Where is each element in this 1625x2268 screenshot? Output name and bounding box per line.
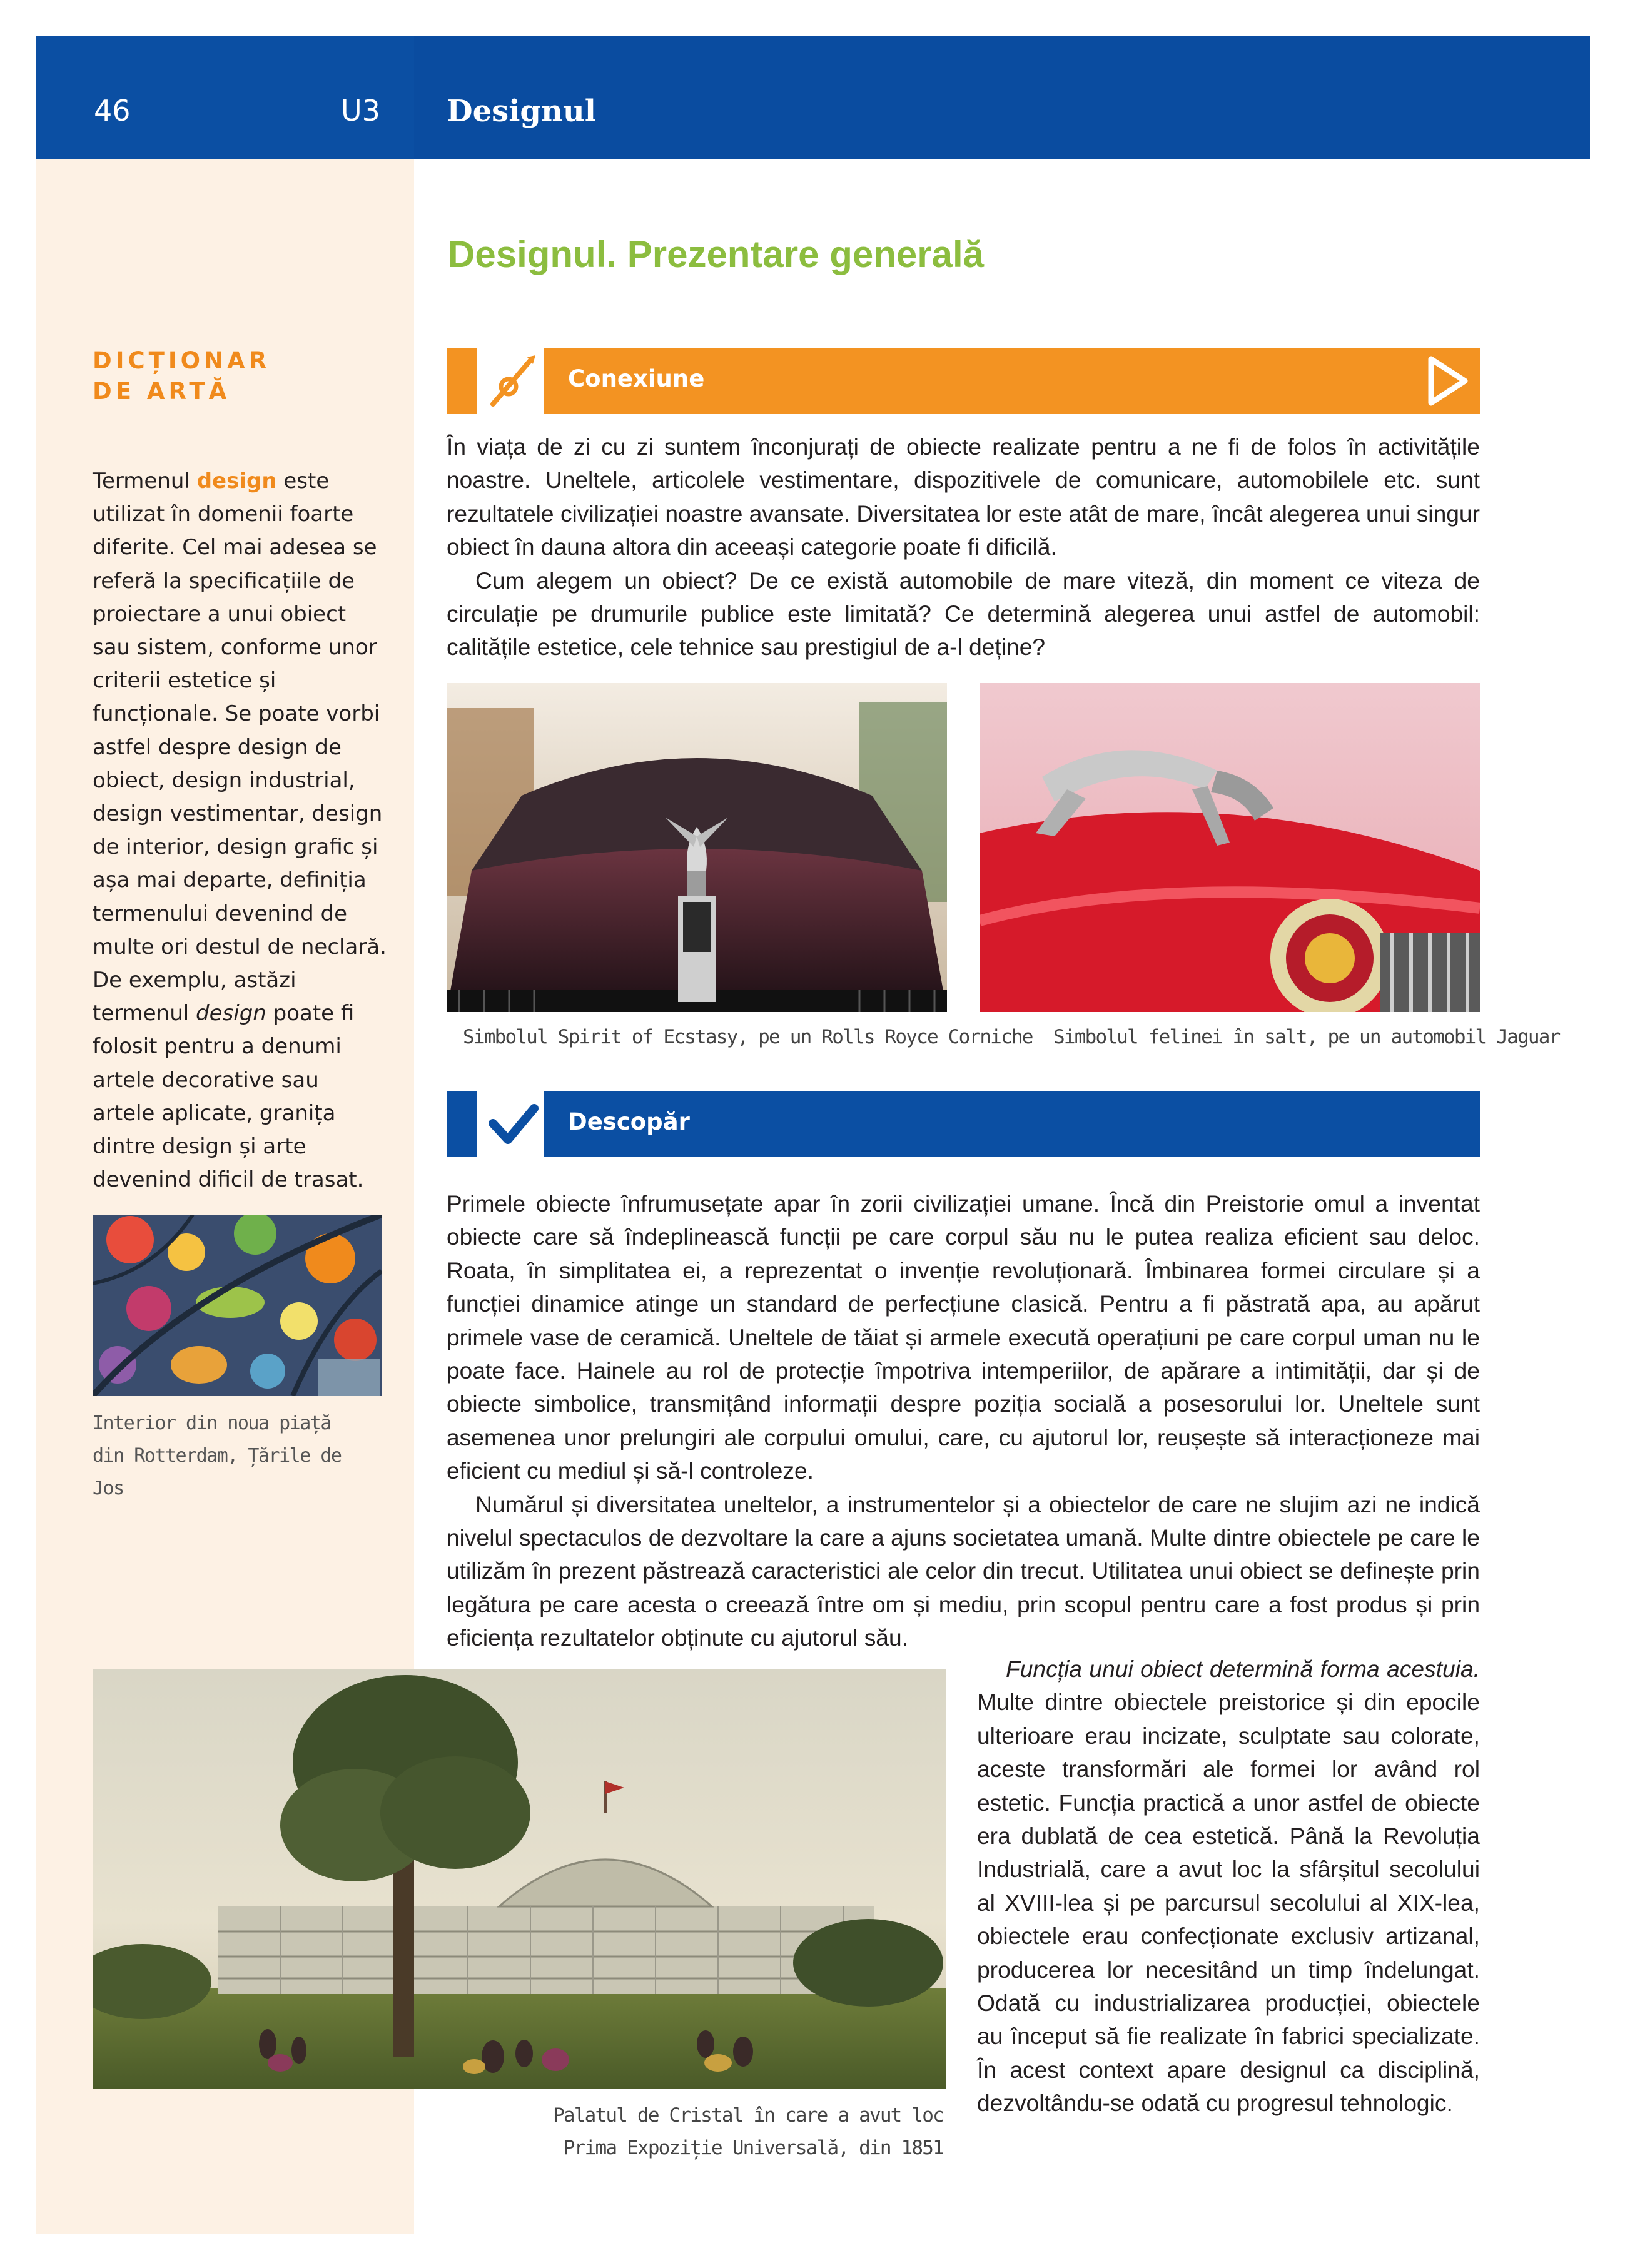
conexiune-paragraph-2: Cum alegem un obiect? De ce există automobile de mare viteză, din moment ce viteza de circulație pe drumurile publice este limitată? Ce determină alegerea unui astfel de automobil: calitățile estetice, cele tehnice sau prestigiul de a-l deține? bbox=[447, 567, 1480, 661]
dictionary-title bbox=[93, 345, 343, 407]
definition-keyword-italic: design bbox=[196, 1001, 266, 1026]
descopar-accent-strip bbox=[447, 1091, 477, 1157]
conexiune-text bbox=[447, 430, 1480, 664]
definition-keyword: design bbox=[196, 468, 277, 494]
section-title: Designul. Prezentare generală bbox=[448, 233, 984, 275]
rolls-royce-photo bbox=[447, 683, 947, 1012]
compass-icon bbox=[480, 348, 543, 414]
conexiune-label: Conexiune bbox=[568, 365, 705, 392]
checkmark-icon bbox=[482, 1091, 544, 1157]
play-arrow-icon bbox=[1426, 355, 1470, 407]
rotterdam-caption bbox=[93, 1407, 380, 1505]
dictionary-definition bbox=[93, 465, 387, 1197]
descopar-text bbox=[447, 1187, 1480, 1655]
dictionary-title-line1: DICȚIONAR bbox=[93, 347, 271, 374]
crystal-palace-caption-line2: Prima Expoziție Universală, din 1851 bbox=[563, 2137, 943, 2159]
crystal-palace-painting bbox=[93, 1669, 946, 2089]
page-number: 46 bbox=[94, 94, 131, 128]
crystal-palace-caption-line1: Palatul de Cristal în care a avut loc bbox=[553, 2104, 943, 2127]
unit-label: U3 bbox=[341, 94, 380, 128]
descopar-italic-statement: Funcția unui obiect determină forma acestuia. bbox=[1006, 1656, 1480, 1682]
rotterdam-caption-line1: Interior din noua piață bbox=[93, 1412, 331, 1434]
conexiune-accent-strip bbox=[447, 348, 477, 414]
dictionary-title-line2: DE ARTĂ bbox=[93, 378, 231, 405]
crystal-palace-caption bbox=[550, 2099, 943, 2164]
descopar-paragraph-3-rest: Multe dintre obiectele preistorice și din epocile ulterioare erau incizate, sculptate sau colorate, aceste transformări ale formei lor având rol estetic. Funcția practică a unor astfel de obiecte era dublată de cea estetică. Până la Revoluția Industrială, care a avut loc la sfârșitul secolului al XVIII-lea și pe parcursul secolului al XIX-lea, obiectele erau confecționate exclusiv artizanal, producerea lor necesitând un timp îndelungat. Odată cu industrializarea producției, obiectele au început să fie realizate în fabrici specializate. În acest context apare designul ca disciplină, dezvoltându-se odată cu progresul tehnologic. bbox=[977, 1689, 1480, 2117]
jaguar-caption: Simbolul felinei în salt, pe un automobil Jaguar bbox=[1053, 1026, 1560, 1048]
descopar-label: Descopăr bbox=[568, 1108, 690, 1135]
descopar-paragraph-1: Primele obiecte înfrumusețate apar în zorii civilizației umane. Încă din Preistorie omul a inventat obiecte care să îndeplinească funcții pe care corpul său nu le putea realiza eficient sau deloc. Roata, în simplitatea ei, a reprezentat o invenție revoluționară. Îmbinarea formei circulare și a funcției dinamice atinge un standard de perfecțiune clasică. Pentru a fi păstrată apa, au apărut primele vase de ceramică. Uneltele de tăiat și armele execută operațiuni pe care corpul uman nu le poate face. Hainele au rol de protecție împotriva intemperiilor, de apărare a intimității, dar și de obiecte simbolice, transmițând informații despre poziția socială a posesorului lor. Uneltele sunt asemenea unor prelungiri ale corpului omului, care, cu ajutorul lor, reușește să interacționeze mai eficient cu mediul și să-l controleze. bbox=[447, 1190, 1480, 1484]
rotterdam-caption-line2: din Rotterdam, Țările de Jos bbox=[93, 1445, 342, 1499]
definition-text-middle: este utilizat în domenii foarte diferite. Cel mai adesea se referă la specificațiile de proiectare a unui obiect sau sistem, conforme unor criterii estetice și funcționale. Se poate vorbi astfel despre design de obiect, design industrial, design vestimentar, design de interior, design grafic și așa mai departe, definiția termenului devenind de multe ori destul de neclară. De exemplu, astăzi termenul bbox=[93, 468, 387, 1026]
rotterdam-market-image bbox=[93, 1215, 382, 1396]
chapter-title: Designul bbox=[447, 94, 597, 129]
definition-text-start: Termenul bbox=[93, 468, 197, 494]
conexiune-paragraph-1: În viața de zi cu zi suntem înconjurați de obiecte realizate pentru a ne fi de folos în activitățile noastre. Uneltele, articolele vestimentare, dispozitivele de comunicare, automobilele etc. sunt rezultatele civilizației noastre avansate. Diversitatea lor este atât de mare, încât alegerea unui singur obiect în dauna altora din aceeași categorie poate fi dificilă. bbox=[447, 433, 1480, 560]
definition-text-end: poate fi folosit pentru a denumi artele decorative sau artele aplicate, granița dintre design și arte devenind dificil de trasat. bbox=[93, 1001, 364, 1193]
descopar-paragraph-2: Numărul și diversitatea uneltelor, a instrumentelor și a obiectelor de care ne slujim azi ne indică nivelul spectaculos de dezvoltare la care a ajuns societatea umană. Multe dintre obiectele pe care le utilizăm în prezent păstrează caracteristici ale celor din trecut. Utilitatea unui obiect se definește prin legătura pe care acesta o creează între om și mediu, prin scopul pentru care a fost produs și prin eficiența rezultatelor obținute cu ajutorul său. bbox=[447, 1491, 1480, 1651]
jaguar-photo bbox=[980, 683, 1480, 1012]
descopar-paragraph-3 bbox=[977, 1653, 1480, 2120]
rolls-royce-caption: Simbolul Spirit of Ecstasy, pe un Rolls Royce Corniche bbox=[463, 1026, 1033, 1048]
